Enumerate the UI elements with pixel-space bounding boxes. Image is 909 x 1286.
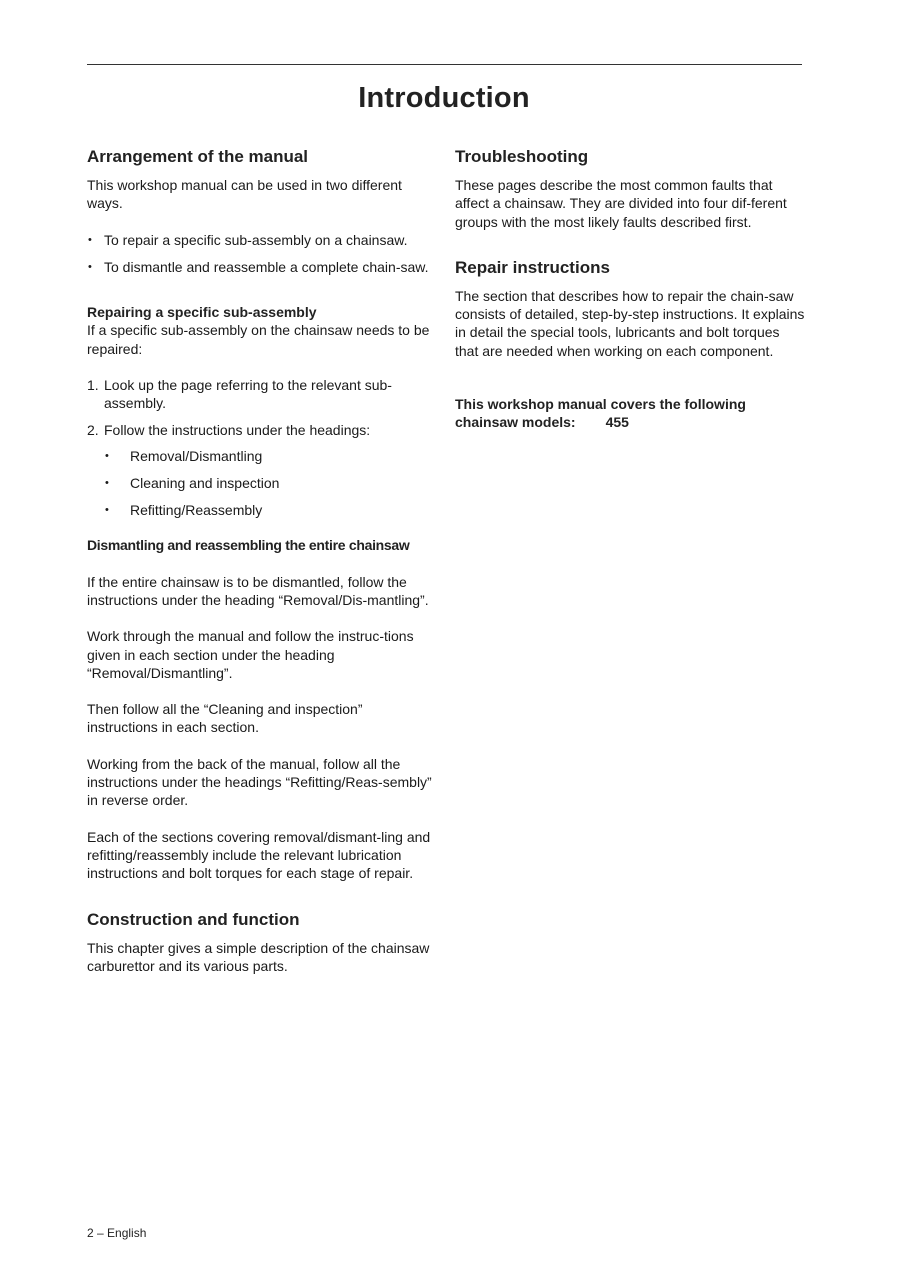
top-rule [87,64,802,65]
repair-steps-list [87,376,437,519]
repairing-heading: Repairing a specific sub-assembly [87,304,317,321]
troubleshooting-text: These pages describe the most common faults that affect a chainsaw. They are divided into four dif-ferent groups with the most likely faults described first. [455,177,787,230]
page-footer: 2 – English [87,1226,147,1240]
list-item [87,376,437,413]
list-item: • Cleaning and inspection [104,474,437,492]
right-column [455,146,805,432]
construction-text: This chapter gives a simple description of the chainsaw carburettor and its various parts. [87,939,430,974]
list-item [87,421,437,519]
repairing-intro: If a specific sub-assembly on the chainsaw needs to be repaired: [87,322,430,357]
left-column [87,146,437,975]
list-item: • To dismantle and reassemble a complete chain-saw. [87,258,437,276]
list-item: • To repair a specific sub-assembly on a chainsaw. [87,231,437,249]
repair-instructions-text: The section that describes how to repair the chain-saw consists of detailed, step-by-step instructions. It explains in detail the special tools, lubricants and bolt torques that are needed when working on each component. [455,287,805,359]
headings-sub-list [104,447,437,519]
dismantling-paragraph: Work through the manual and follow the instruc-tions given in each section under the heading “Removal/Dismantling”. [87,628,414,681]
models-label: chainsaw models: [455,414,576,431]
arrangement-heading: Arrangement of the manual [87,147,309,166]
construction-heading: Construction and function [87,909,300,929]
models-line-2 [455,413,805,431]
dismantling-paragraph: Working from the back of the manual, follow all the instructions under the headings “Refitting/Reas-sembly” in reverse order. [87,755,432,809]
repair-instructions-heading: Repair instructions [455,257,610,277]
dismantling-paragraph: Each of the sections covering removal/dismant-ling and refitting/reassembly include the relevant lubrication instructions and bolt torques for each stage of repair. [87,828,431,882]
models-note [455,395,805,432]
model-number: 455 [605,414,629,431]
arrangement-bullet-list [87,231,437,277]
step-number: 2. [87,421,99,438]
dismantling-paragraph: If the entire chainsaw is to be dismantled, follow the instructions under the heading “Removal/Dis-mantling”. [87,573,429,608]
dismantling-paragraph: Then follow all the “Cleaning and inspection” instructions in each section. [87,701,363,736]
step-number: 1. [87,377,99,394]
step-text: Look up the page referring to the relevant sub-assembly. [104,377,392,412]
models-line-1: This workshop manual covers the following [455,396,746,413]
list-item: • Removal/Dismantling [104,447,437,465]
dismantling-heading: Dismantling and reassembling the entire chainsaw [87,537,410,554]
step-text: Follow the instructions under the headings: [104,421,371,438]
arrangement-intro: This workshop manual can be used in two different ways. [87,177,402,212]
troubleshooting-heading: Troubleshooting [455,147,589,166]
list-item: • Refitting/Reassembly [104,501,437,519]
page-title: Introduction [358,82,530,114]
